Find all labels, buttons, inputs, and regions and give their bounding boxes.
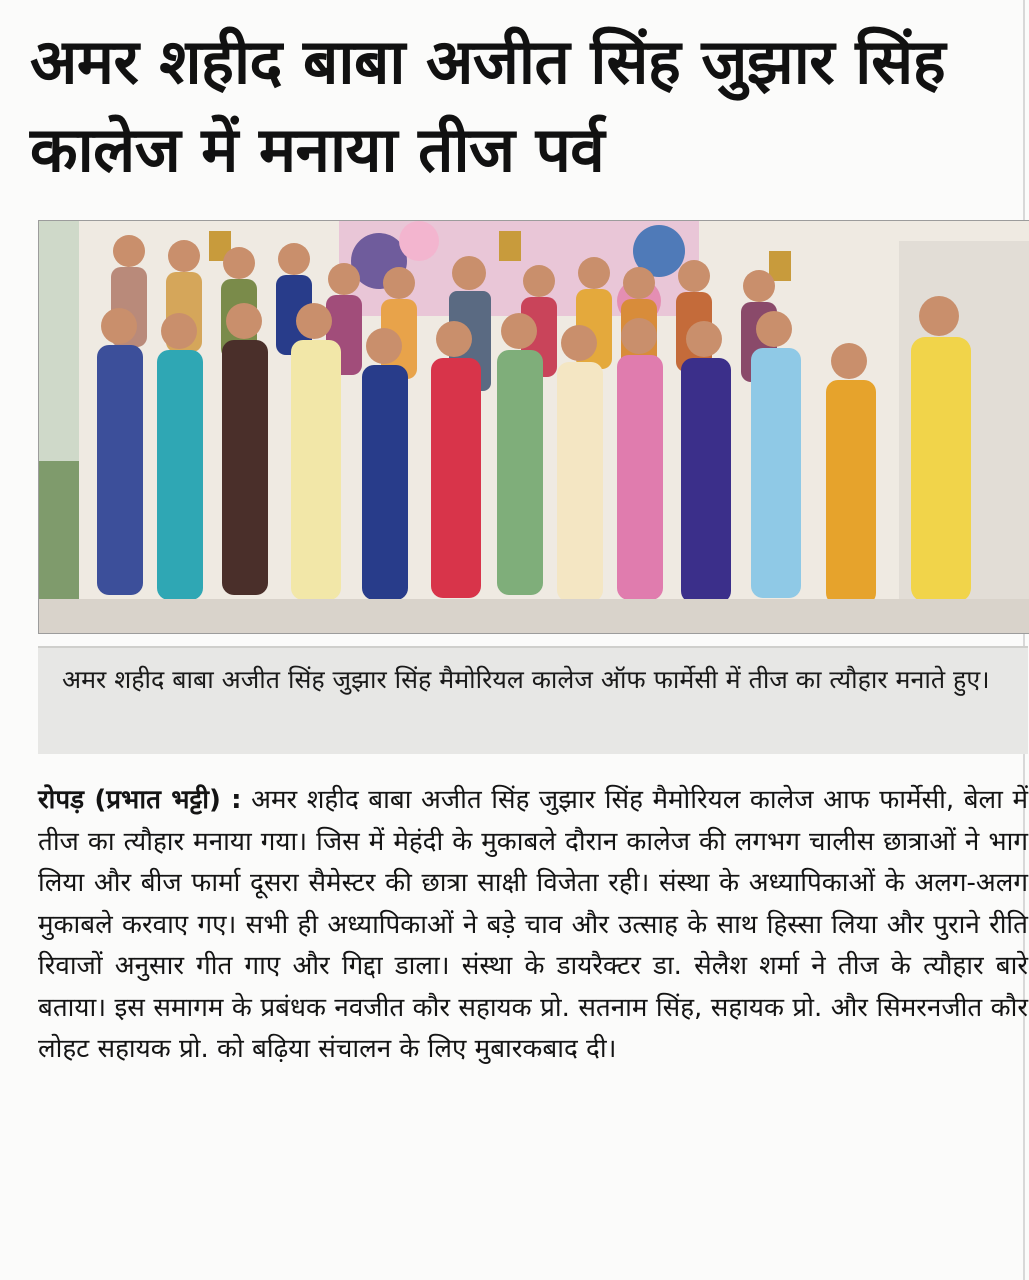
balloon [399, 221, 439, 261]
article-text: अमर शहीद बाबा अजीत सिंह जुझार सिंह मैमोरियल कालेज आफ फार्मेसी, बेला में तीज का त्यौहार मनाया गया। जिस में मेहंदी के मुकाबले दौरान कालेज की लगभग चालीस छात्राओं ने भाग लिया और बीज फार्मा दूसरा सैमेस्टर की छात्रा साक्षी विजेता रही। संस्था के अध्यापिकाओं के अलग-अलग मुकाबले करवाए गए। सभी ही अध्यापिकाओं ने बड़े चाव और उत्साह के साथ हिस्सा लिया और पुराने रीति रिवाजों अनुसार गीत गाए और गिद्दा डाला। संस्था के डायरैक्टर डा. सेलैश शर्मा ने तीज के त्यौहार बारे बताया। इस समागम के प्रबंधक नवजीत कौर सहायक प्रो. सतनाम सिंह, सहायक प्रो. और सिमरनजीत कौर लोहट सहायक प्रो. को बढ़िया संचालन के लिए मुबारकबाद दी। [38, 785, 1028, 1064]
article-dateline: रोपड़ (प्रभात भट्टी) : [38, 785, 242, 815]
news-photo [38, 220, 1029, 634]
wall-emblem [769, 251, 791, 281]
photo-caption: अमर शहीद बाबा अजीत सिंह जुझार सिंह मैमोरियल कालेज ऑफ फार्मेसी में तीज का त्यौहार मनाते हुए। [62, 665, 990, 694]
wall-emblem [499, 231, 521, 261]
headline: अमर शहीद बाबा अजीत सिंह जुझार सिंह कालेज में मनाया तीज पर्व [30, 25, 946, 186]
group-photo-illustration [39, 221, 1029, 633]
photo-caption-box [38, 646, 1028, 754]
floor [39, 599, 1029, 633]
page-edge-rule [1023, 0, 1025, 1280]
article-body [38, 780, 1028, 1071]
